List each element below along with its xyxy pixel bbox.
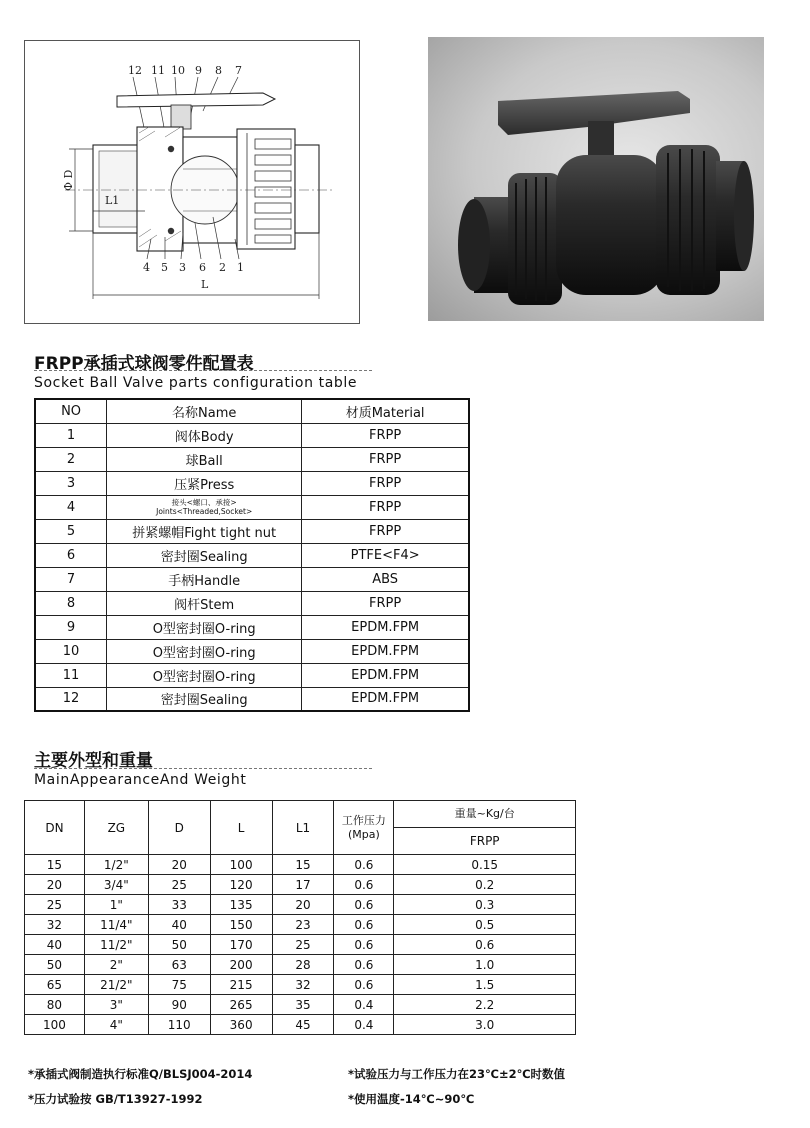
cell-dn: 32	[25, 915, 85, 935]
cell-zg: 11/4"	[84, 915, 148, 935]
part-name-line2: Joints<Threaded,Socket>	[156, 507, 253, 516]
cell-d: 63	[148, 955, 210, 975]
cell-weight: 3.0	[394, 1015, 576, 1035]
table-row	[25, 855, 576, 875]
part-material: FRPP	[302, 447, 469, 471]
callout-4: 4	[143, 261, 150, 274]
table-row	[25, 995, 576, 1015]
part-no: 4	[35, 495, 107, 519]
part-no: 1	[35, 423, 107, 447]
part-name: 阀杆Stem	[107, 591, 302, 615]
part-material: FRPP	[302, 519, 469, 543]
cell-l1: 45	[272, 1015, 334, 1035]
dimension-l1-label: L1	[105, 194, 120, 207]
callout-2: 2	[219, 261, 226, 274]
cell-d: 75	[148, 975, 210, 995]
part-name: 压紧Press	[107, 471, 302, 495]
cell-zg: 3"	[84, 995, 148, 1015]
callout-3: 3	[179, 261, 186, 274]
cell-zg: 3/4"	[84, 875, 148, 895]
header-zg: ZG	[84, 801, 148, 855]
parts-title-en: Socket Ball Valve parts configuration table	[34, 375, 358, 391]
cell-d: 90	[148, 995, 210, 1015]
header-pressure-line2: (Mpa)	[348, 827, 380, 841]
table-row	[35, 495, 469, 519]
part-name: 手柄Handle	[107, 567, 302, 591]
header-weight-frpp: FRPP	[394, 828, 576, 855]
callout-6: 6	[199, 261, 206, 274]
cell-weight: 2.2	[394, 995, 576, 1015]
part-name: 拼紧螺帽Fight tight nut	[107, 519, 302, 543]
header-l: L	[210, 801, 272, 855]
cell-pressure: 0.6	[334, 935, 394, 955]
cell-dn: 100	[25, 1015, 85, 1035]
table-row	[35, 687, 469, 711]
cell-dn: 15	[25, 855, 85, 875]
table-row	[35, 447, 469, 471]
header-l1: L1	[272, 801, 334, 855]
cell-pressure: 0.6	[334, 955, 394, 975]
callout-5: 5	[161, 261, 168, 274]
table-row	[25, 975, 576, 995]
part-name	[107, 495, 302, 519]
product-photo	[428, 37, 764, 321]
part-name: O型密封圈O-ring	[107, 639, 302, 663]
part-material: EPDM.FPM	[302, 687, 469, 711]
table-row	[25, 955, 576, 975]
part-no: 3	[35, 471, 107, 495]
cell-zg: 21/2"	[84, 975, 148, 995]
table-row	[35, 471, 469, 495]
part-no: 2	[35, 447, 107, 471]
part-no: 11	[35, 663, 107, 687]
callout-12: 12	[128, 64, 142, 77]
part-material: FRPP	[302, 495, 469, 519]
cell-pressure: 0.4	[334, 995, 394, 1015]
part-material: EPDM.FPM	[302, 639, 469, 663]
technical-drawing	[24, 40, 360, 324]
table-row	[25, 915, 576, 935]
cell-l1: 15	[272, 855, 334, 875]
dimension-l-label: L	[201, 278, 209, 291]
cell-d: 25	[148, 875, 210, 895]
part-material: FRPP	[302, 471, 469, 495]
cell-l: 265	[210, 995, 272, 1015]
cell-pressure: 0.6	[334, 895, 394, 915]
cell-l: 100	[210, 855, 272, 875]
cell-zg: 1/2"	[84, 855, 148, 875]
callout-1: 1	[237, 261, 244, 274]
title-divider	[34, 370, 372, 371]
note-pressure-test-standard: *压力试验按 GB/T13927-1992	[28, 1092, 203, 1106]
cell-d: 110	[148, 1015, 210, 1035]
cell-d: 50	[148, 935, 210, 955]
cell-weight: 0.5	[394, 915, 576, 935]
table-row	[35, 543, 469, 567]
part-material: PTFE<F4>	[302, 543, 469, 567]
cell-pressure: 0.4	[334, 1015, 394, 1035]
cell-d: 40	[148, 915, 210, 935]
table-row	[35, 591, 469, 615]
part-no: 8	[35, 591, 107, 615]
cell-weight: 1.5	[394, 975, 576, 995]
cell-l1: 25	[272, 935, 334, 955]
note-test-pressure: *试验压力与工作压力在23℃±2℃时数值	[348, 1067, 566, 1081]
cell-l1: 17	[272, 875, 334, 895]
table-row	[25, 875, 576, 895]
weight-title-cn: 主要外型和重量	[34, 751, 153, 771]
part-name: O型密封圈O-ring	[107, 663, 302, 687]
cell-l1: 35	[272, 995, 334, 1015]
part-no: 9	[35, 615, 107, 639]
header-no: NO	[35, 399, 107, 423]
part-no: 12	[35, 687, 107, 711]
part-name: 阀体Body	[107, 423, 302, 447]
header-weight: 重量~Kg/台	[394, 801, 576, 828]
part-name: 球Ball	[107, 447, 302, 471]
table-row	[35, 639, 469, 663]
cell-weight: 0.3	[394, 895, 576, 915]
part-name: O型密封圈O-ring	[107, 615, 302, 639]
header-material: 材质Material	[302, 399, 469, 423]
part-material: EPDM.FPM	[302, 615, 469, 639]
note-temperature: *使用温度-14℃~90℃	[348, 1092, 475, 1106]
table-row	[25, 1015, 576, 1035]
cell-dn: 25	[25, 895, 85, 915]
cell-l: 360	[210, 1015, 272, 1035]
cell-l: 120	[210, 875, 272, 895]
cell-dn: 50	[25, 955, 85, 975]
cell-dn: 65	[25, 975, 85, 995]
parts-table	[34, 398, 470, 712]
cell-l: 215	[210, 975, 272, 995]
callout-8: 8	[215, 64, 222, 77]
cell-l1: 28	[272, 955, 334, 975]
header-name: 名称Name	[107, 399, 302, 423]
header-dn: DN	[25, 801, 85, 855]
title-divider	[34, 768, 372, 769]
cell-l1: 32	[272, 975, 334, 995]
table-row	[25, 935, 576, 955]
note-standard: *承插式阀制造执行标准Q/BLSJ004-2014	[28, 1067, 253, 1081]
cell-pressure: 0.6	[334, 855, 394, 875]
part-material: ABS	[302, 567, 469, 591]
table-row	[35, 519, 469, 543]
ball-valve-image	[428, 37, 764, 321]
cell-zg: 1"	[84, 895, 148, 915]
parts-title-cn: FRPP承插式球阀零件配置表	[34, 354, 254, 374]
part-name: 密封圈Sealing	[107, 687, 302, 711]
table-row	[25, 895, 576, 915]
cell-dn: 80	[25, 995, 85, 1015]
appearance-weight-table	[24, 800, 576, 1035]
cell-d: 33	[148, 895, 210, 915]
table-row	[35, 423, 469, 447]
cell-weight: 1.0	[394, 955, 576, 975]
cell-l: 135	[210, 895, 272, 915]
cell-pressure: 0.6	[334, 975, 394, 995]
cross-section-diagram	[25, 41, 361, 325]
callout-11: 11	[151, 64, 165, 77]
part-material: EPDM.FPM	[302, 663, 469, 687]
part-material: FRPP	[302, 423, 469, 447]
cell-l: 170	[210, 935, 272, 955]
cell-d: 20	[148, 855, 210, 875]
dimension-d-label: Φ D	[62, 169, 75, 191]
callout-10: 10	[171, 64, 185, 77]
header-pressure-line1: 工作压力	[341, 813, 386, 827]
table-row	[35, 567, 469, 591]
header-d: D	[148, 801, 210, 855]
weight-table-header	[25, 801, 576, 828]
cell-pressure: 0.6	[334, 875, 394, 895]
cell-dn: 20	[25, 875, 85, 895]
cell-weight: 0.6	[394, 935, 576, 955]
cell-weight: 0.2	[394, 875, 576, 895]
part-no: 10	[35, 639, 107, 663]
cell-l1: 23	[272, 915, 334, 935]
table-row	[35, 663, 469, 687]
cell-pressure: 0.6	[334, 915, 394, 935]
part-no: 7	[35, 567, 107, 591]
cell-l: 200	[210, 955, 272, 975]
part-name-line1: 接头<螺口、承接>	[171, 498, 237, 507]
cell-weight: 0.15	[394, 855, 576, 875]
callout-7: 7	[235, 64, 242, 77]
cell-l1: 20	[272, 895, 334, 915]
cell-dn: 40	[25, 935, 85, 955]
weight-title-en: MainAppearanceAnd Weight	[34, 772, 247, 788]
part-no: 5	[35, 519, 107, 543]
parts-table-header	[35, 399, 469, 423]
header-pressure	[334, 801, 394, 855]
part-no: 6	[35, 543, 107, 567]
table-row	[35, 615, 469, 639]
cell-zg: 4"	[84, 1015, 148, 1035]
cell-l: 150	[210, 915, 272, 935]
part-name: 密封圈Sealing	[107, 543, 302, 567]
cell-zg: 11/2"	[84, 935, 148, 955]
part-material: FRPP	[302, 591, 469, 615]
callout-9: 9	[195, 64, 202, 77]
cell-zg: 2"	[84, 955, 148, 975]
